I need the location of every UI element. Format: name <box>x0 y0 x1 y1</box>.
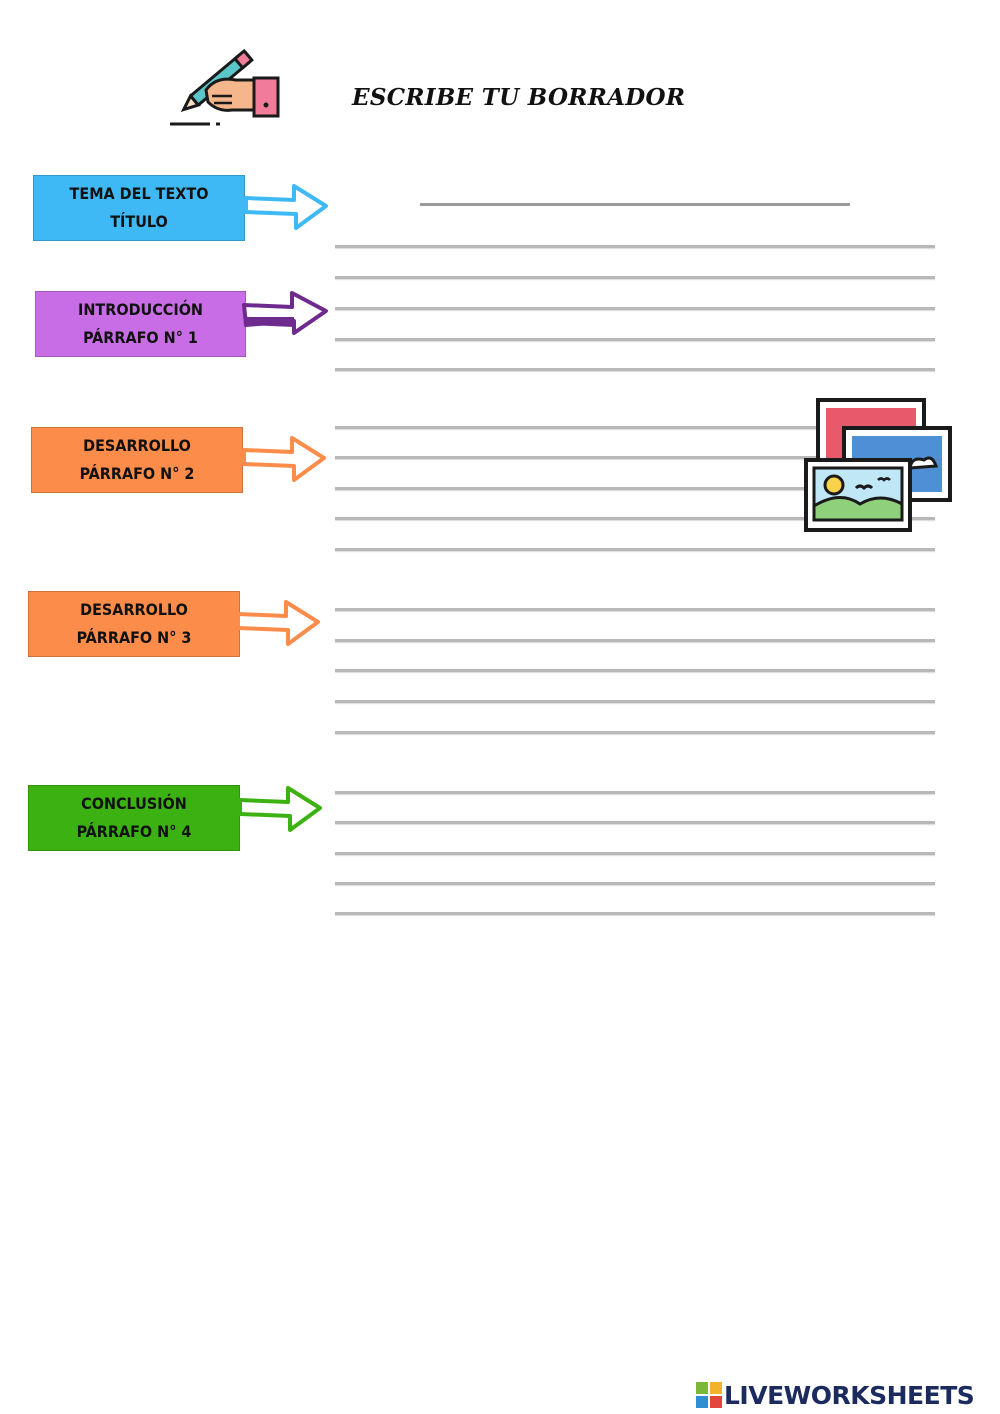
writing-line[interactable] <box>335 368 935 371</box>
writing-line[interactable] <box>335 731 935 734</box>
pictures-icon <box>802 396 954 536</box>
brand-logo <box>696 1378 974 1412</box>
writing-line[interactable] <box>335 338 935 341</box>
section-label-line1: DESARROLLO <box>80 600 188 619</box>
arrow-right-icon <box>240 432 330 484</box>
section-label-tema <box>33 175 245 241</box>
hand-writing-pencil-icon <box>168 42 284 128</box>
section-label-desarrollo-3 <box>28 591 240 657</box>
brand-name: LIVEWORKSHEETS <box>724 1380 975 1410</box>
writing-line[interactable] <box>335 852 935 855</box>
writing-line[interactable] <box>335 669 935 672</box>
arrow-right-icon <box>236 782 326 834</box>
arrow-right-icon <box>234 596 324 648</box>
writing-line[interactable] <box>335 548 935 551</box>
writing-line[interactable] <box>335 639 935 642</box>
writing-line[interactable] <box>335 276 935 279</box>
section-label-line1: CONCLUSIÓN <box>81 794 187 813</box>
writing-line[interactable] <box>335 912 935 915</box>
section-label-introduccion <box>35 291 246 357</box>
section-label-desarrollo-2 <box>31 427 243 493</box>
section-label-line2: PÁRRAFO N° 4 <box>76 822 192 841</box>
section-label-line2: PÁRRAFO N° 1 <box>83 328 198 347</box>
writing-line[interactable] <box>335 245 935 248</box>
section-label-line1: INTRODUCCIÓN <box>78 300 203 319</box>
page-title: ESCRIBE TU BORRADOR <box>352 84 686 111</box>
writing-line[interactable] <box>335 882 935 885</box>
arrow-right-icon <box>240 287 330 339</box>
section-label-line2: PÁRRAFO N° 3 <box>76 628 192 647</box>
title-writing-line[interactable] <box>420 203 850 206</box>
writing-line[interactable] <box>335 791 935 794</box>
arrow-right-icon <box>242 180 332 232</box>
writing-line[interactable] <box>335 307 935 310</box>
section-label-conclusion <box>28 785 240 851</box>
writing-line[interactable] <box>335 821 935 824</box>
section-label-line2: TÍTULO <box>110 212 168 231</box>
section-label-line1: TEMA DEL TEXTO <box>69 184 209 203</box>
writing-line[interactable] <box>335 608 935 611</box>
liveworksheets-badge-icon <box>696 1382 722 1408</box>
section-label-line1: DESARROLLO <box>83 436 191 455</box>
writing-line[interactable] <box>335 700 935 703</box>
section-label-line2: PÁRRAFO N° 2 <box>79 464 195 483</box>
